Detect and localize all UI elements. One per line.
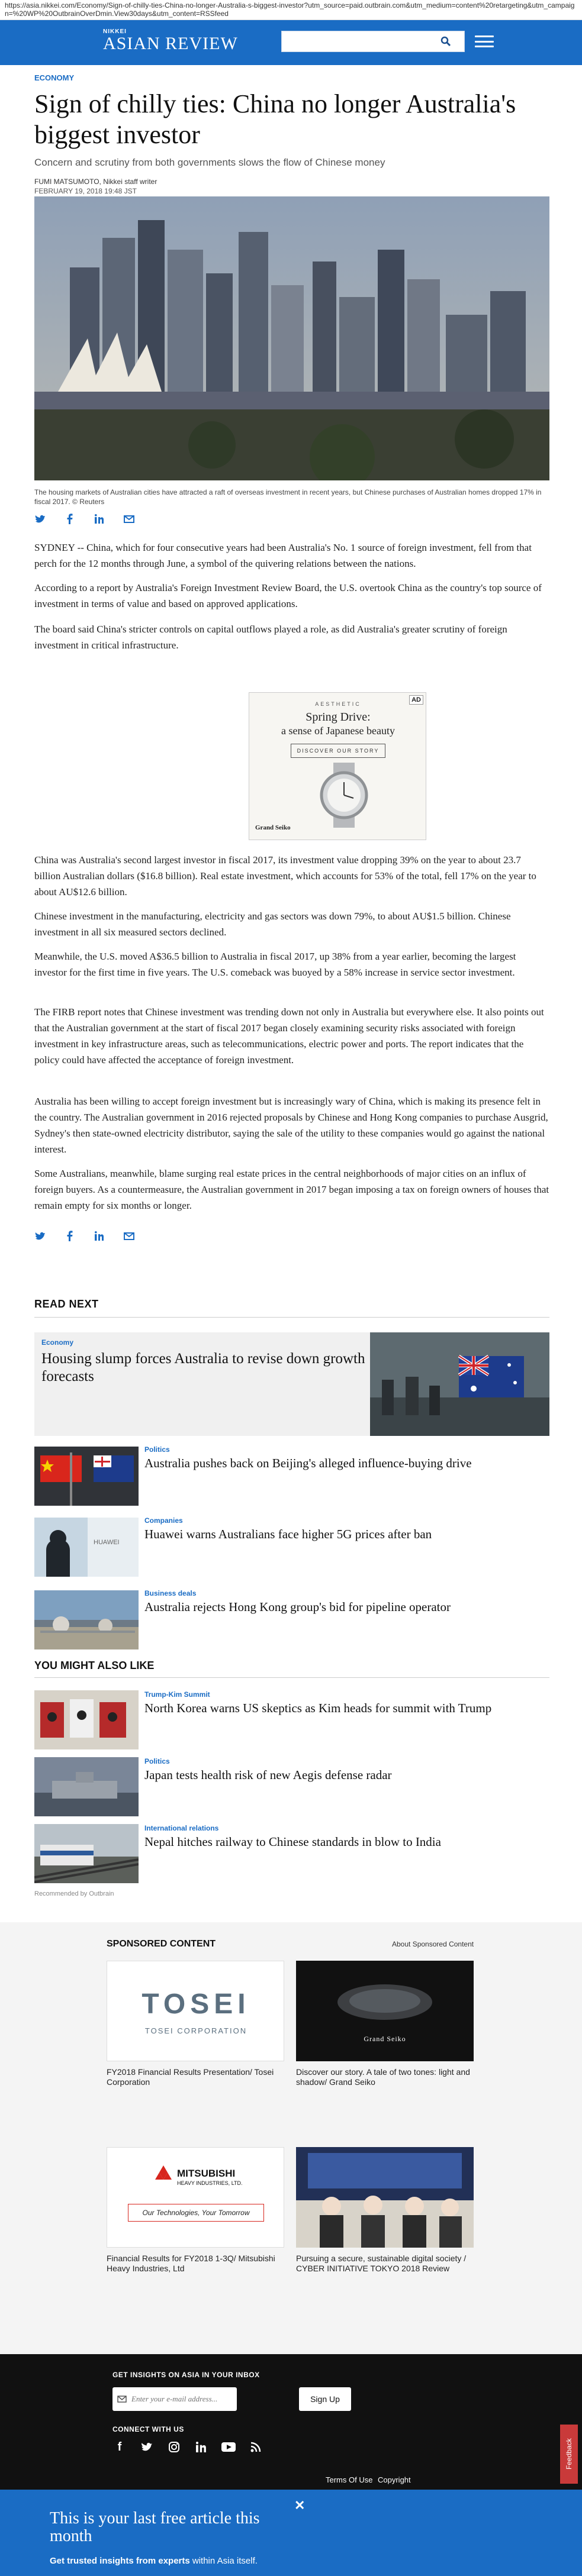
ad-subhead: a sense of Japanese beauty (281, 725, 395, 737)
svg-text:HUAWEI: HUAWEI (94, 1539, 120, 1546)
site-header (0, 20, 582, 65)
social-links (112, 2440, 263, 2454)
you-might-like-category[interactable]: International relations (144, 1824, 219, 1832)
linkedin-icon[interactable] (94, 514, 105, 524)
article-date: FEBRUARY 19, 2018 19:48 JST (34, 187, 137, 195)
you-might-like-title[interactable]: North Korea warns US skeptics as Kim heads for summit with Trump (144, 1701, 492, 1715)
mail-icon (117, 2396, 127, 2403)
paywall-subtitle (50, 2556, 258, 2566)
sponsored-image (296, 2147, 474, 2248)
read-next-item[interactable] (144, 1445, 547, 1471)
you-might-like-thumb[interactable] (34, 1690, 139, 1749)
ad-brand: AESTHETIC (315, 701, 361, 707)
rss-icon[interactable] (249, 2440, 263, 2454)
grand-seiko-logo: Grand Seiko (364, 2035, 406, 2043)
search-icon (440, 36, 451, 47)
instagram-icon[interactable] (167, 2440, 181, 2454)
article-title: Sign of chilly ties: China no longer Australia's biggest investor (34, 89, 516, 149)
you-might-like-item[interactable] (144, 1690, 547, 1716)
paywall-banner (0, 2490, 582, 2576)
read-next-category[interactable]: Economy (41, 1338, 74, 1347)
sponsored-title[interactable]: Discover our story. A tale of two tones: light and shadow/ Grand Seiko (296, 2067, 470, 2087)
you-might-like-category[interactable]: Politics (144, 1757, 170, 1765)
sponsored-image (296, 1961, 474, 2061)
email-icon[interactable] (123, 1231, 135, 1241)
article-paragraph: China was Australia's second largest investor in fiscal 2017, its investment value dropping 39% on the year to about 23.7 billion Australian dollars ($16.8 billion). Real estate investment, which accounts for 53% of the total, fell 17% on the year to about AU$12.6 billion. (34, 854, 536, 898)
signup-button[interactable]: Sign Up (299, 2387, 351, 2411)
twitter-icon[interactable] (34, 1231, 46, 1241)
youtube-icon[interactable] (221, 2440, 236, 2454)
read-next-category[interactable]: Politics (144, 1445, 170, 1454)
article-paragraph: Australia has been willing to accept foreign investment but is increasingly wary of China, which is making its presence felt in the country. The Australian government in 2016 rejected proposals by Chinese and Hong Kong companies to purchase Ausgrid, Sydney's then state-owned electricity distributor, saying the sale of the utility to these companies would go against the national interest. (34, 1096, 548, 1155)
you-might-like-item[interactable] (144, 1824, 547, 1849)
close-icon[interactable]: ✕ (294, 2498, 306, 2513)
feature-image (370, 1332, 549, 1436)
read-next-heading: READ NEXT (34, 1298, 99, 1310)
newsletter-heading: GET INSIGHTS ON ASIA IN YOUR INBOX (112, 2371, 260, 2379)
read-next-feature[interactable] (34, 1332, 549, 1436)
share-bar-top (34, 514, 135, 525)
menu-icon[interactable] (474, 33, 495, 50)
linkedin-icon[interactable] (194, 2440, 208, 2454)
you-might-like-category[interactable]: Trump-Kim Summit (144, 1690, 210, 1699)
article-paragraph: Meanwhile, the U.S. moved A$36.5 billion to Australia in fiscal 2017, up 38% from a year earlier, becoming the largest investor for the first time in five years. The U.S. comeback was buoyed by a 58% increase in service sector investment. (34, 951, 516, 978)
section-label[interactable]: ECONOMY (34, 73, 75, 82)
article-paragraph: Some Australians, meanwhile, blame surging real estate prices in the central neighborhoods of major cities on an influx of foreign buyers. As a countermeasure, the Australian government in 2017 began imposing a tax on foreign owners of houses that remain empty for six months or longer. (34, 1168, 549, 1211)
terms-link[interactable]: Terms Of Use (326, 2475, 373, 2484)
sponsored-title[interactable]: FY2018 Financial Results Presentation/ Tosei Corporation (107, 2067, 274, 2087)
sponsored-section (0, 1922, 582, 2354)
sponsored-title[interactable]: Pursuing a secure, sustainable digital society / CYBER INITIATIVE TOKYO 2018 Review (296, 2254, 467, 2273)
you-might-like-thumb[interactable] (34, 1757, 139, 1816)
connect-heading: CONNECT WITH US (112, 2425, 184, 2433)
read-next-item[interactable] (144, 1589, 547, 1615)
mitsubishi-tagline: Our Technologies, Your Tomorrow (128, 2204, 264, 2222)
article-paragraph: SYDNEY -- China, which for four consecutive years had been Australia's No. 1 source of foreign investment, fell from that perch for the 12 months through June, a symbol of the quivering relations between the nations. (34, 542, 532, 569)
sponsored-title[interactable]: Financial Results for FY2018 1-3Q/ Mitsubishi Heavy Industries, Ltd (107, 2254, 275, 2273)
read-next-category[interactable]: Business deals (144, 1589, 197, 1597)
sponsored-image (107, 1961, 284, 2061)
facebook-icon[interactable] (64, 514, 76, 524)
site-logo[interactable] (103, 28, 238, 53)
mitsubishi-logo: MITSUBISHI (177, 2168, 236, 2179)
sponsored-heading: SPONSORED CONTENT (107, 1939, 216, 1949)
you-might-like-title[interactable]: Japan tests health risk of new Aegis defense radar (144, 1768, 392, 1782)
share-bar-bottom (34, 1231, 135, 1242)
tosei-logo-sub: TOSEI CORPORATION (144, 2026, 247, 2035)
outbrain-credit[interactable]: Recommended by Outbrain (34, 1890, 114, 1897)
article-paragraph: The FIRB report notes that Chinese investment was trending down not only in Australia but everywhere else. It also points out that the Australian government at the start of fiscal 2017 began closely examining security risks associated with foreign investment in key infrastructure areas, such as telecommunications, electric power and ports. The report indicates that the policy could have affected the acceptance of foreign investment. (34, 1006, 544, 1066)
email-field[interactable] (131, 2394, 232, 2404)
article-author: FUMI MATSUMOTO, Nikkei staff writer (34, 177, 157, 186)
sponsored-card[interactable] (107, 1961, 284, 2087)
watch-image (303, 763, 385, 828)
twitter-icon[interactable] (34, 514, 46, 524)
read-next-item[interactable] (144, 1516, 547, 1542)
you-might-like-thumb[interactable] (34, 1824, 139, 1883)
paywall-subtitle-bold: Get trusted insights from experts (50, 2556, 190, 2566)
address-bar[interactable]: https://asia.nikkei.com/Economy/Sign-of-chilly-ties-China-no-longer-Australia-s-biggest-investor?utm_source=paid.outbrain.com&utm_medium=content%20retargeting&utm_campaign=%20WP%20OutbrainOverDmin.View30days&utm_content=RSSfeed (0, 0, 582, 20)
logo-brand-small: NIKKEI (103, 28, 127, 35)
article-subtitle: Concern and scrutiny from both governments slows the flow of Chinese money (34, 157, 385, 168)
ad-cta-button[interactable]: DISCOVER OUR STORY (291, 744, 385, 758)
copyright-link[interactable]: Copyright (378, 2475, 411, 2484)
sponsored-card[interactable] (296, 2147, 474, 2274)
read-next-title[interactable]: Australia rejects Hong Kong group's bid for pipeline operator (144, 1600, 451, 1614)
you-might-like-heading: YOU MIGHT ALSO LIKE (34, 1660, 155, 1671)
mitsubishi-logo-sub: HEAVY INDUSTRIES, LTD. (177, 2180, 243, 2186)
you-might-like-item[interactable] (144, 1757, 547, 1783)
read-next-title[interactable]: Huawei warns Australians face higher 5G prices after ban (144, 1527, 432, 1541)
paywall-subtitle-rest: within Asia itself. (189, 2556, 258, 2566)
article-paragraph: According to a report by Australia's Foreign Investment Review Board, the U.S. overtook China as the country's top source of investment in terms of value and based on approved applications. (34, 582, 542, 609)
sponsored-image (107, 2147, 284, 2248)
ad-headline: Spring Drive: (306, 711, 371, 724)
you-might-like-title[interactable]: Nepal hitches railway to Chinese standards in blow to India (144, 1835, 441, 1849)
sponsored-card[interactable] (296, 1961, 474, 2087)
divider (34, 1317, 549, 1318)
search-button[interactable] (427, 31, 464, 52)
read-next-thumb[interactable] (34, 1518, 139, 1577)
image-caption: The housing markets of Australian cities have attracted a raft of overseas investment in recent years, but Chinese purchases of Australian homes dropped 17% in fiscal 2017. © Reuters (34, 488, 542, 506)
facebook-icon[interactable] (64, 1231, 76, 1241)
paywall-title: This is your last free article this month (50, 2509, 260, 2545)
about-sponsored-link[interactable]: About Sponsored Content (392, 1940, 474, 1948)
tosei-logo: TOSEI (142, 1989, 250, 2020)
article-paragraph: The board said China's stricter controls on capital outflows played a role, as did Australia's greater scrutiny of foreign investment in critical infrastructure. (34, 624, 507, 651)
hero-image (34, 196, 549, 480)
read-next-thumb[interactable] (34, 1447, 139, 1506)
feedback-tab[interactable]: Feedback (560, 2425, 578, 2484)
advertisement[interactable] (249, 692, 426, 840)
read-next-category[interactable]: Companies (144, 1516, 183, 1525)
read-next-title[interactable]: Housing slump forces Australia to revise down growth forecasts (41, 1351, 365, 1384)
divider (34, 1677, 549, 1678)
read-next-thumb[interactable] (34, 1590, 139, 1649)
article-paragraph: Chinese investment in the manufacturing, electricity and gas sectors was down 79%, to about AU$1.5 billion. Chinese investment in all six measured sectors declined. (34, 911, 511, 938)
linkedin-icon[interactable] (94, 1231, 105, 1241)
ad-logo: Grand Seiko (255, 824, 291, 831)
ad-tag: AD (409, 695, 423, 705)
twitter-icon[interactable] (140, 2440, 154, 2454)
sponsored-card[interactable] (107, 2147, 284, 2274)
email-icon[interactable] (123, 514, 135, 524)
logo-brand-large: ASIAN REVIEW (103, 34, 238, 53)
facebook-icon[interactable]: f (117, 2440, 122, 2454)
read-next-title[interactable]: Australia pushes back on Beijing's alleged influence-buying drive (144, 1456, 472, 1470)
email-field-wrapper[interactable] (112, 2387, 237, 2411)
